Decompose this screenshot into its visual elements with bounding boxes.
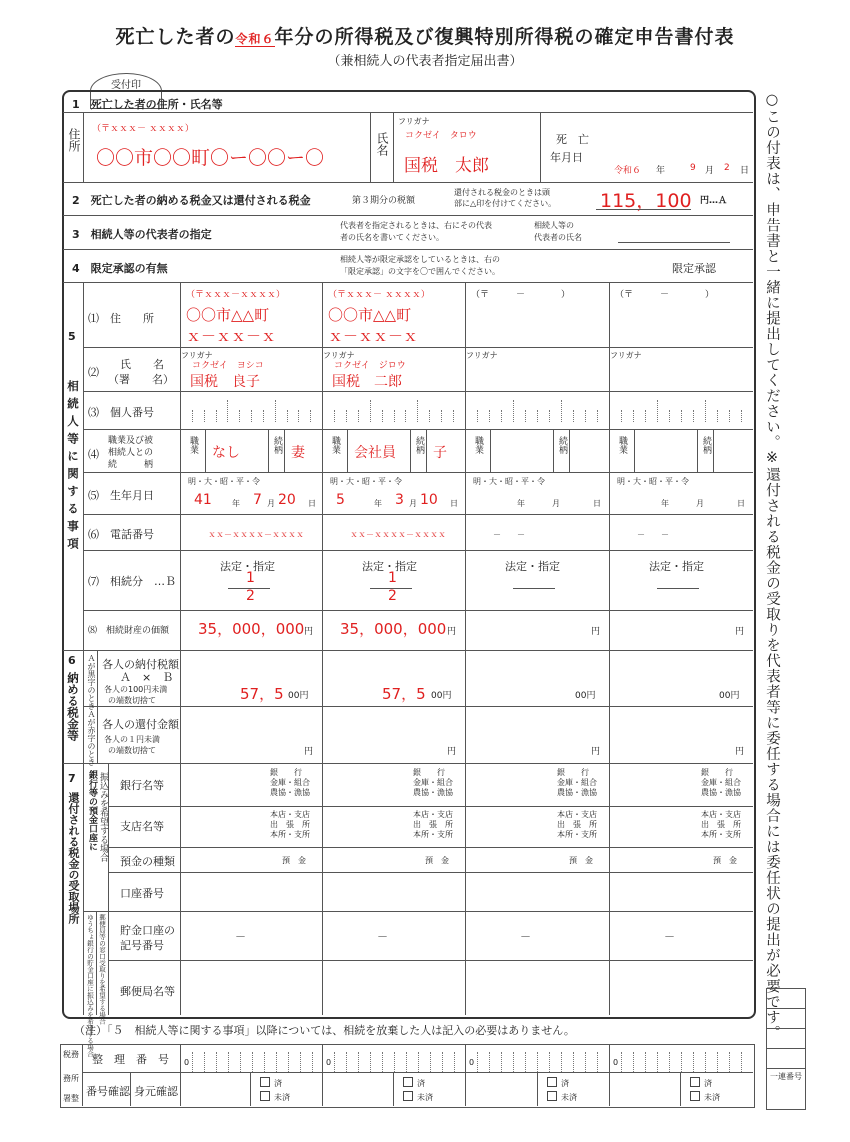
office-misumi[interactable]: 未済 <box>547 1091 577 1103</box>
sec2-amount[interactable]: 115，100 <box>600 190 692 212</box>
heir-asset-yen: 円 <box>735 627 745 637</box>
heir-job-label: 職業 <box>617 436 627 454</box>
row-tel-label: ⑹ 電話番号 <box>88 528 154 541</box>
bank-option[interactable]: 金庫・組合 <box>413 778 453 787</box>
office-misumi[interactable]: 未済 <box>260 1091 290 1103</box>
branch-option[interactable]: 本所・支所 <box>270 830 310 839</box>
sec7-yucho-vlabel: ゆうちょ銀行の貯金口座に振込みを希望する場合 <box>86 914 94 1057</box>
office-zero: 0 <box>326 1058 332 1067</box>
bank-option[interactable]: 農協・漁協 <box>557 788 597 797</box>
heir-furigana[interactable]: コクゼイ ジロウ <box>334 361 406 371</box>
deposit-type[interactable]: 預 金 <box>569 856 593 865</box>
sec7-branch-label: 支店名等 <box>120 820 164 833</box>
row-asset-label: ⑻ 相続財産の価額 <box>88 626 170 636</box>
bank-option[interactable]: 銀 行 <box>701 768 733 777</box>
office-seiri: 署整 <box>63 1094 79 1103</box>
office-zero: 0 <box>184 1058 190 1067</box>
heir-tel[interactable]: － － <box>637 530 669 539</box>
heir-job[interactable]: 会社員 <box>354 445 396 461</box>
sec7-num: 7 <box>68 772 76 785</box>
heir-birth-month[interactable]: 3 <box>395 492 404 508</box>
row-job-num: ⑷ <box>88 448 99 461</box>
footer-note: （注）「５ 相続人等に関する事項」以降については、相続を放棄した人は記入の必要はありません。 <box>74 1024 575 1037</box>
heir-share-den[interactable]: 2 <box>388 588 397 604</box>
sec2-label: 2 死亡した者の納める税金又は還付される税金 <box>72 194 311 207</box>
heir-tel[interactable]: － － <box>493 530 525 539</box>
yucho-dash: － <box>377 930 388 943</box>
office-sumi[interactable]: 済 <box>547 1077 569 1089</box>
sec4-label: 4 限定承認の有無 <box>72 262 168 275</box>
branch-option[interactable]: 出 張 所 <box>557 820 597 829</box>
row-address-label: ⑴ 住 所 <box>88 312 154 325</box>
heir-hi: 日 <box>593 499 601 508</box>
sec1-address-label: 住所 <box>67 128 81 152</box>
heir-share-den[interactable]: 2 <box>246 588 255 604</box>
row-share-label: ⑺ 相続分 …Ｂ <box>88 575 176 588</box>
heir-rel-label: 続柄 <box>557 436 567 454</box>
heir-nen: 年 <box>232 499 240 508</box>
sec6-pay1: 各人の納付税額 <box>102 658 179 671</box>
sec7-yucho-label2: 記号番号 <box>120 939 164 952</box>
heir-hi: 日 <box>308 499 316 508</box>
branch-option[interactable]: 本所・支所 <box>413 830 453 839</box>
sec1-furigana-label: フリガナ <box>398 117 430 126</box>
death-nen: 年 <box>656 166 666 176</box>
heir-refund-yen: 円 <box>591 747 601 757</box>
heir-asset-yen: 円 <box>591 627 601 637</box>
death-month[interactable]: 9 <box>690 163 696 173</box>
sec3-note2: 者の氏名を書いてください。 <box>340 233 444 242</box>
sec4-note1: 相続人等が限定承認をしているときは、右の <box>340 255 500 264</box>
sec1-address[interactable]: 〇〇市〇〇町〇ー〇〇ー〇 <box>96 147 325 169</box>
yucho-dash: － <box>235 930 246 943</box>
sec7-vlabel: 還付される税金の受取場所 <box>67 792 80 924</box>
heir-refund-yen: 円 <box>447 747 457 757</box>
sec6-b-label: Ａが赤字のとき <box>87 710 96 766</box>
heir-hoteishitei: 法定・指定 <box>362 560 417 573</box>
heir-furigana-label: フリガナ <box>181 351 213 360</box>
death-hi: 日 <box>740 166 750 176</box>
bank-option[interactable]: 金庫・組合 <box>270 778 310 787</box>
heir-job-label: 職業 <box>330 436 340 454</box>
row-birth-label: ⑸ 生年月日 <box>88 489 154 502</box>
row-signature-label: （署 名） <box>108 373 174 386</box>
death-tsuki: 月 <box>705 166 715 176</box>
death-day[interactable]: 2 <box>724 163 730 173</box>
heir-furigana[interactable]: コクゼイ ヨシコ <box>192 361 264 371</box>
heir-birth-month[interactable]: 7 <box>253 492 262 508</box>
office-misumi[interactable]: 未済 <box>403 1091 433 1103</box>
form-subtitle: （兼相続人の代表者指定届出書） <box>327 54 523 69</box>
row-job-label-b: 相続人との <box>108 448 154 458</box>
sec2-refund-note2: 部に△印を付けてください。 <box>454 199 557 208</box>
branch-option[interactable]: 本所・支所 <box>557 830 597 839</box>
heir-tsuki: 月 <box>409 499 417 508</box>
heir-share-num[interactable]: 1 <box>388 570 397 586</box>
title-era: 令和６ <box>235 32 275 46</box>
heir-birth-year[interactable]: 41 <box>194 492 212 508</box>
reception-stamp: 受付印 <box>90 73 162 109</box>
heir-rel-label: 続柄 <box>701 436 711 454</box>
heir-rel-label: 続柄 <box>272 436 282 454</box>
heir-name[interactable]: 国税 良子 <box>190 374 260 390</box>
sec5-vlabel: 相続人等に関する事項 <box>66 380 80 555</box>
heir-job[interactable]: なし <box>212 445 240 461</box>
heir-tax[interactable]: 57，5 <box>382 685 426 703</box>
death-label2: 年月日 <box>550 151 583 164</box>
heir-tax-yen: 00円 <box>288 691 309 701</box>
sec7-type-label: 預金の種類 <box>120 855 175 868</box>
sec6-pay3: 各人の100円未満 <box>104 685 168 694</box>
heir-postal[interactable]: （〒ｘｘｘ－ｘｘｘｘ） <box>186 290 286 300</box>
heir-tax-yen: 00円 <box>719 691 740 701</box>
office-sumi[interactable]: 済 <box>690 1077 712 1089</box>
heir-asset-yen: 円 <box>304 627 314 637</box>
sec1-name[interactable]: 国税 太郎 <box>404 156 489 176</box>
heir-furigana-label: フリガナ <box>610 351 642 360</box>
heir-furigana-label: フリガナ <box>323 351 355 360</box>
heir-era-options: 明・大・昭・平・令 <box>330 477 402 486</box>
row-mynumber-label: ⑶ 個人番号 <box>88 406 154 419</box>
sec7-post-vlabel: 郵便局等の窓口受取りを希望する場合 <box>98 914 106 1025</box>
row-job-label-a: 職業及び被 <box>108 436 154 446</box>
sec5-num: 5 <box>68 330 76 343</box>
serial-label: 一連番号 <box>770 1072 802 1081</box>
heir-name[interactable]: 国税 二郎 <box>332 374 402 390</box>
bank-option[interactable]: 金庫・組合 <box>701 778 741 787</box>
sec6-pay4: の端数切捨て <box>108 696 156 705</box>
sec1-postal[interactable]: （〒ｘｘｘ－ ｘｘｘｘ） <box>92 124 194 134</box>
heir-hi: 日 <box>450 499 458 508</box>
row-name-label: 氏 名 <box>120 358 164 371</box>
heir-hoteishitei: 法定・指定 <box>505 560 560 573</box>
row-name-num: ⑵ <box>88 366 99 379</box>
bank-option[interactable]: 金庫・組合 <box>557 778 597 787</box>
heir-tsuki: 月 <box>552 499 560 508</box>
sec2-refund-note1: 還付される税金のときは頭 <box>454 188 550 197</box>
heir-hoteishitei: 法定・指定 <box>649 560 704 573</box>
deposit-type[interactable]: 預 金 <box>713 856 737 865</box>
heir-postal[interactable]: （〒ｘｘｘ－ ｘｘｘｘ） <box>328 290 430 300</box>
heir-nen: 年 <box>374 499 382 508</box>
heir-nen: 年 <box>661 499 669 508</box>
heir-refund-yen: 円 <box>304 747 314 757</box>
sec3-rep1: 相続人等の <box>534 221 574 230</box>
sec7-account-label: 口座番号 <box>120 887 164 900</box>
heir-address-line1[interactable]: 〇〇市△△町 <box>186 306 270 324</box>
sec6-a-label: Ａが黒字のとき <box>87 654 96 710</box>
deposit-type[interactable]: 預 金 <box>425 856 449 865</box>
branch-option[interactable]: 本店・支店 <box>413 810 453 819</box>
office-zeimu: 税務 <box>63 1050 79 1059</box>
branch-option[interactable]: 出 張 所 <box>270 820 310 829</box>
heir-tax-yen: 00円 <box>431 691 452 701</box>
office-zero: 0 <box>613 1058 619 1067</box>
heir-birth-day[interactable]: 20 <box>278 492 296 508</box>
branch-option[interactable]: 本所・支所 <box>701 830 741 839</box>
sec6-vlabel: 納める税金等 <box>66 672 80 741</box>
sec7-yucho-label: 貯金口座の <box>120 924 175 937</box>
heir-furigana-label: フリガナ <box>466 351 498 360</box>
bank-option[interactable]: 銀 行 <box>557 768 589 777</box>
sec1-name-label: 氏名 <box>375 132 389 156</box>
heir-refund-yen: 円 <box>735 747 745 757</box>
sec2-unit: 円…Ａ <box>700 196 728 206</box>
heir-address-line1[interactable]: 〇〇市△△町 <box>328 306 412 324</box>
heir-hi: 日 <box>737 499 745 508</box>
sec7-bank-vlabel: 銀行等の預金口座に <box>87 770 97 851</box>
heir-relation[interactable]: 子 <box>433 445 447 461</box>
office-seiri-label: 整 理 番 号 <box>92 1053 169 1066</box>
heir-era-options: 明・大・昭・平・令 <box>617 477 689 486</box>
branch-option[interactable]: 出 張 所 <box>413 820 453 829</box>
heir-asset[interactable]: 35，000，000 <box>340 620 447 638</box>
side-note: ○この付表は、申告書と一緒に提出してください。※還付される税金の受取りを代表者等に委任する場合には委任状の提出が必要です。 <box>764 92 780 1041</box>
heir-hoteishitei: 法定・指定 <box>220 560 275 573</box>
sec7-post-label: 郵便局名等 <box>120 985 175 998</box>
heir-address-line2[interactable]: ｘ－ｘｘ－ｘ <box>328 327 419 345</box>
office-zero: 0 <box>469 1058 475 1067</box>
branch-option[interactable]: 出 張 所 <box>701 820 741 829</box>
heir-tax-yen: 00円 <box>575 691 596 701</box>
sec6-ref2: 各人の１円未満 <box>104 735 160 744</box>
heir-birth-day[interactable]: 10 <box>420 492 438 508</box>
heir-tel[interactable]: ｘｘ－ｘｘｘｘ－ｘｘｘｘ <box>208 530 304 539</box>
sec2-period: 第３期分の税額 <box>352 196 416 206</box>
branch-option[interactable]: 本店・支店 <box>557 810 597 819</box>
limited-approval[interactable]: 限定承認 <box>672 262 716 275</box>
office-sumi[interactable]: 済 <box>403 1077 425 1089</box>
heir-asset[interactable]: 35，000，000 <box>198 620 305 638</box>
yucho-dash: － <box>664 930 675 943</box>
sec6-num: 6 <box>68 654 76 667</box>
form-title: 死亡した者の令和６年分の所得税及び復興特別所得税の確定申告書付表 <box>115 26 735 48</box>
heir-relation[interactable]: 妻 <box>291 445 305 461</box>
heir-address-line2[interactable]: ｘ－ｘｘ－ｘ <box>186 327 277 345</box>
bank-option[interactable]: 銀 行 <box>270 768 302 777</box>
heir-tsuki: 月 <box>696 499 704 508</box>
row-job-label-c: 続 柄 <box>108 460 154 470</box>
bank-option[interactable]: 農協・漁協 <box>270 788 310 797</box>
branch-option[interactable]: 本店・支店 <box>701 810 741 819</box>
yucho-dash: － <box>520 930 531 943</box>
sec4-note2: 「限定承認」の文字を〇で囲んでください。 <box>340 267 500 276</box>
sec1-label: 1 死亡した者の住所・氏名等 <box>72 98 223 111</box>
heir-era-options: 明・大・昭・平・令 <box>473 477 545 486</box>
sec7-bank-label: 銀行名等 <box>120 779 164 792</box>
heir-job-label: 職業 <box>473 436 483 454</box>
bank-option[interactable]: 銀 行 <box>413 768 445 777</box>
serial-box <box>766 988 806 1110</box>
sec3-label: 3 相続人等の代表者の指定 <box>72 228 212 241</box>
office-misumi[interactable]: 未済 <box>690 1091 720 1103</box>
bank-option[interactable]: 農協・漁協 <box>701 788 741 797</box>
office-mimoto: 身元確認 <box>134 1085 178 1098</box>
office-sumi[interactable]: 済 <box>260 1077 282 1089</box>
sec7-bank-vlabel2: 振込みを希望する場合 <box>98 772 108 862</box>
heir-share-num[interactable]: 1 <box>246 570 255 586</box>
heir-nen: 年 <box>517 499 525 508</box>
heir-job-label: 職業 <box>188 436 198 454</box>
bank-option[interactable]: 農協・漁協 <box>413 788 453 797</box>
death-label: 死 亡 <box>556 133 589 146</box>
heir-postal[interactable]: （〒 － ） <box>471 290 571 300</box>
heir-asset-yen: 円 <box>447 627 457 637</box>
heir-era-options: 明・大・昭・平・令 <box>188 477 260 486</box>
office-bango: 番号確認 <box>86 1085 130 1098</box>
heir-tel[interactable]: ｘｘ－ｘｘｘｘ－ｘｘｘｘ <box>350 530 446 539</box>
sec6-ref1: 各人の還付金額 <box>102 718 179 731</box>
heir-tax[interactable]: 57，5 <box>240 685 284 703</box>
heir-postal[interactable]: （〒 － ） <box>615 290 715 300</box>
sec6-pay2: Ａ × Ｂ <box>120 671 174 684</box>
sec3-rep2: 代表者の氏名 <box>534 233 582 242</box>
deposit-type[interactable]: 預 金 <box>282 856 306 865</box>
sec6-ref3: の端数切捨て <box>108 746 156 755</box>
office-shomu: 務所 <box>63 1074 79 1083</box>
heir-rel-label: 続柄 <box>414 436 424 454</box>
sec3-note1: 代表者を指定されるときは、右にその代表 <box>340 221 492 230</box>
branch-option[interactable]: 本店・支店 <box>270 810 310 819</box>
sec1-furigana[interactable]: コクゼイ タロウ <box>405 131 477 141</box>
death-era[interactable]: 令和６ <box>614 166 642 176</box>
heir-tsuki: 月 <box>267 499 275 508</box>
heir-birth-year[interactable]: 5 <box>336 492 345 508</box>
